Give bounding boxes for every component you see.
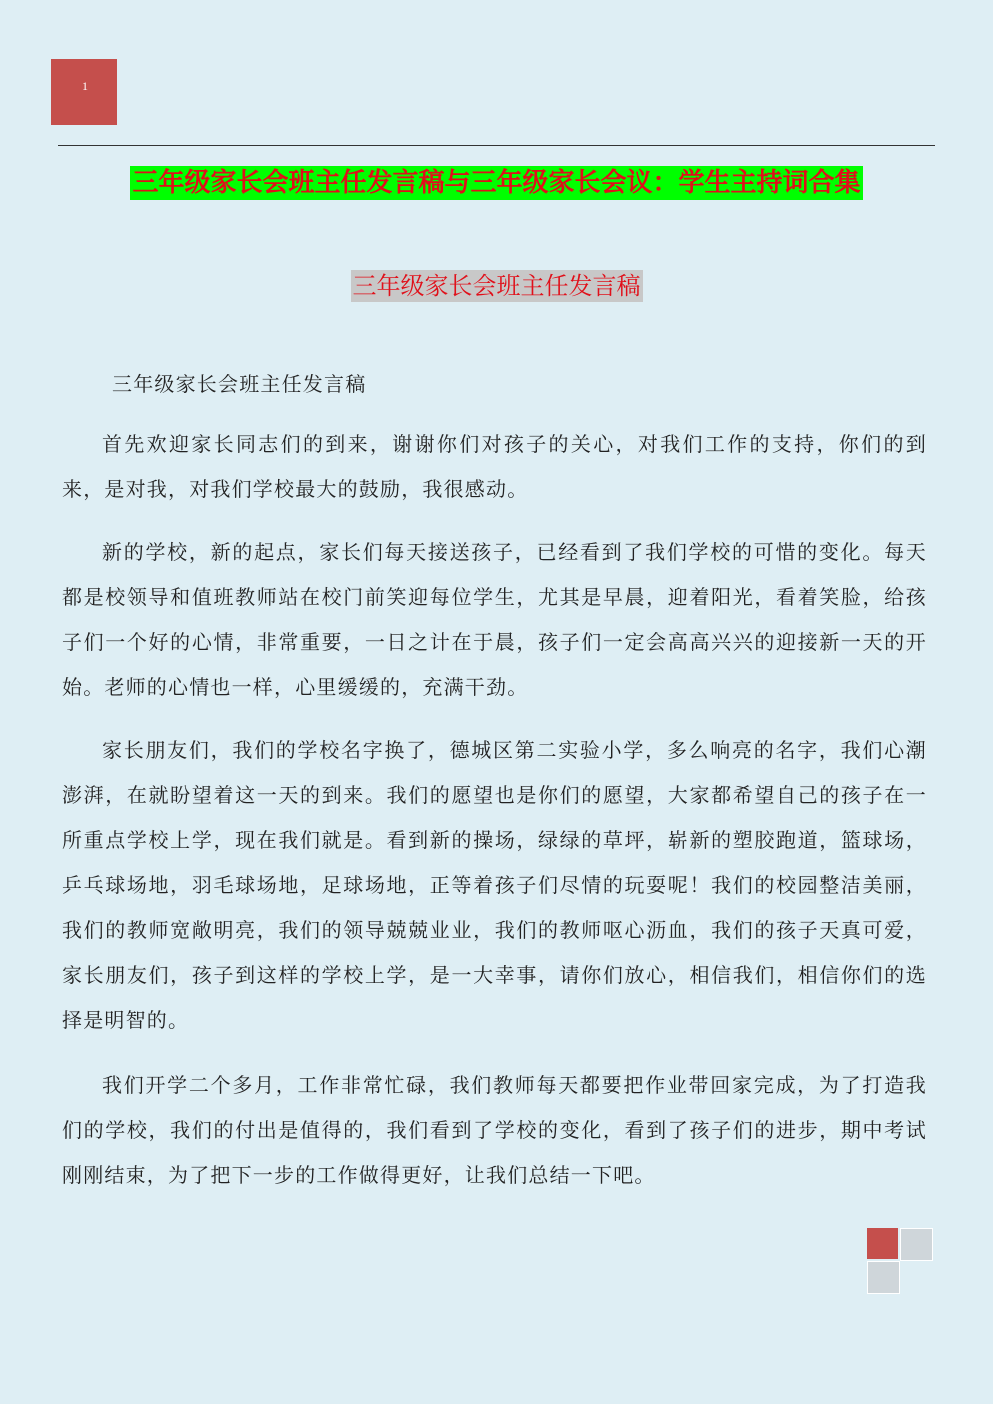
paragraph-3 bbox=[62, 728, 927, 1043]
section-title: 三年级家长会班主任发言稿 bbox=[352, 272, 641, 300]
paragraph-text: 新的学校，新的起点，家长们每天接送孩子，已经看到了我们学校的可惜的变化。每天都是校领导和值班教师站在校门前笑迎每位学生，尤其是早晨，迎着阳光，看着笑脸，给孩子们一个好的心情，非常重要，一日之计在于晨，孩子们一定会高高兴兴的迎接新一天的开始。老师的心情也一样，心里缓缓的，充满干劲。 bbox=[62, 540, 927, 699]
main-title-container bbox=[0, 166, 993, 200]
decoration-square-red bbox=[867, 1228, 898, 1259]
decoration-square-gray bbox=[900, 1228, 933, 1261]
paragraph-text: 我们开学二个多月，工作非常忙碌，我们教师每天都要把作业带回家完成，为了打造我们的学校，我们的付出是值得的，我们看到了学校的变化，看到了孩子们的进步，期中考试刚刚结束，为了把下一步的工作做得更好，让我们总结一下吧。 bbox=[62, 1073, 927, 1187]
paragraph-4 bbox=[62, 1063, 927, 1198]
decoration-square-gray bbox=[867, 1261, 900, 1294]
page-number-badge bbox=[51, 59, 117, 125]
corner-decoration bbox=[867, 1228, 933, 1294]
header-divider bbox=[58, 145, 935, 146]
paragraph-2 bbox=[62, 530, 927, 710]
paragraph-text: 家长朋友们，我们的学校名字换了，德城区第二实验小学，多么响亮的名字，我们心潮澎湃，在就盼望着这一天的到来。我们的愿望也是你们的愿望，大家都希望自己的孩子在一所重点学校上学，现在我们就是。看到新的操场，绿绿的草坪，崭新的塑胶跑道，篮球场，乒乓球场地，羽毛球场地，足球场地，正等着孩子们尽情的玩耍呢！我们的校园整洁美丽，我们的教师宽敞明亮，我们的领导兢兢业业，我们的教师呕心沥血，我们的孩子天真可爱，家长朋友们，孩子到这样的学校上学，是一大幸事，请你们放心，相信我们，相信你们的选择是明智的。 bbox=[62, 738, 927, 1032]
document-title: 三年级家长会班主任发言稿与三年级家长会议：学生主持词合集 bbox=[132, 168, 861, 198]
paragraph-text: 首先欢迎家长同志们的到来，谢谢你们对孩子的关心，对我们工作的支持，你们的到来，是对我，对我们学校最大的鼓励，我很感动。 bbox=[62, 432, 927, 501]
sub-title-container bbox=[0, 270, 993, 302]
paragraph-1 bbox=[62, 422, 927, 512]
section-heading-text: 三年级家长会班主任发言稿 bbox=[112, 372, 367, 396]
page-number: 1 bbox=[82, 79, 88, 93]
